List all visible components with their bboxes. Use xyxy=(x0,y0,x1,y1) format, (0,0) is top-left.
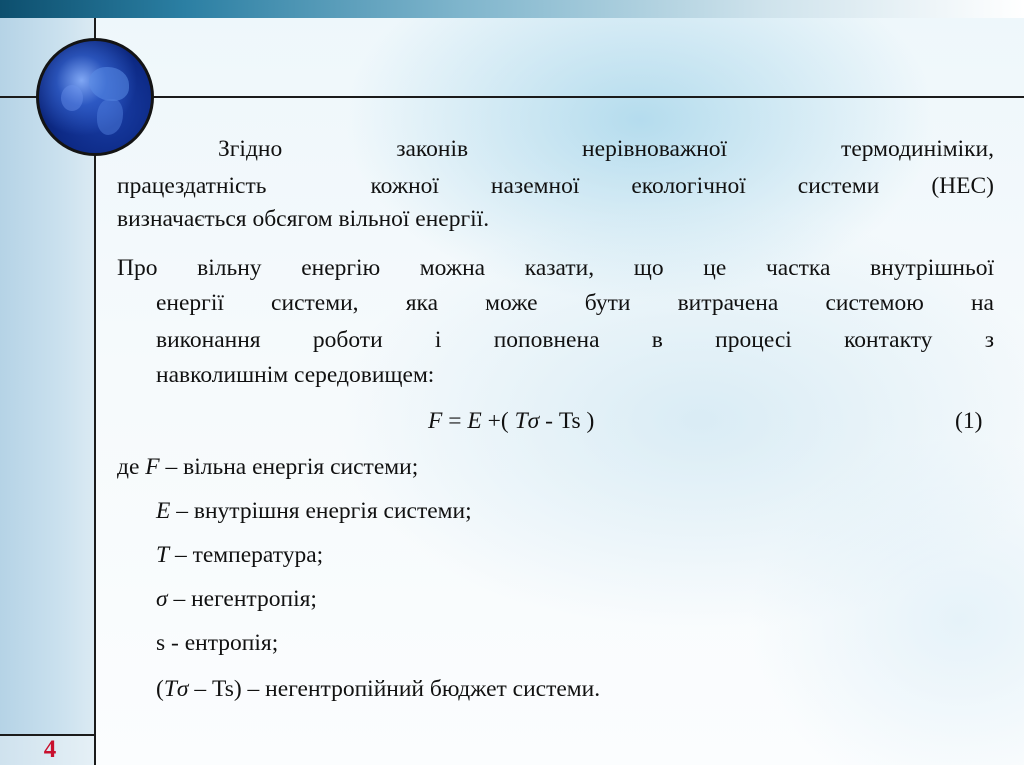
definition-symbol: T xyxy=(156,542,170,568)
paragraph2-line2: енергії системи, яка може бути витрачена системою на xyxy=(156,290,994,316)
definition-text: – вільна енергія системи; xyxy=(159,454,419,480)
definition-open-paren: ( xyxy=(156,676,164,702)
formula-number: (1) xyxy=(955,408,983,434)
globe-landmass xyxy=(89,67,129,101)
formula-rest: - Ts ) xyxy=(539,408,595,434)
definition-symbol: F xyxy=(145,454,160,480)
globe-landmass xyxy=(97,99,123,135)
formula-eq: = xyxy=(442,408,468,434)
formula-E: E xyxy=(467,408,482,434)
formula-Tsigma: Tσ xyxy=(514,408,540,434)
formula-plus-open: +( xyxy=(481,408,515,434)
page-number: 4 xyxy=(43,736,57,763)
definition-text: – Ts) – негентропійний бюджет системи. xyxy=(188,676,601,702)
paragraph1-line3: визначається обсягом вільної енергії. xyxy=(117,206,490,232)
formula-F: F xyxy=(428,408,443,434)
definition-symbol: σ xyxy=(156,586,168,612)
globe-landmass xyxy=(61,85,83,111)
definition-symbol: Tσ xyxy=(163,676,189,702)
paragraph1-line2: працездатність кожної наземної екологічної системи (НЕС) xyxy=(117,173,994,199)
paragraph2-line3: виконання роботи і поповнена в процесі контакту з xyxy=(156,327,994,353)
definition-prefix: де xyxy=(117,454,146,480)
globe-icon xyxy=(36,38,154,156)
paragraph1-line1: Згідно законів нерівноважної термодиніміки, xyxy=(218,136,994,162)
paragraph2-line1: Про вільну енергію можна казати, що це частка внутрішньої xyxy=(117,255,994,281)
definition-T xyxy=(156,539,323,572)
top-decorative-band xyxy=(0,0,1024,18)
definition-text: – температура; xyxy=(169,542,324,568)
definition-text: – внутрішня енергія системи; xyxy=(170,498,472,524)
definition-s xyxy=(156,627,278,660)
definition-sigma xyxy=(156,583,317,616)
definition-text: s - ентропія; xyxy=(156,630,279,656)
definition-text: – негентропія; xyxy=(167,586,317,612)
definition-symbol: E xyxy=(156,498,171,524)
formula xyxy=(428,405,594,438)
paragraph2-line4: навколишнім середовищем: xyxy=(156,362,435,388)
definition-budget xyxy=(156,673,600,706)
definition-E xyxy=(156,495,472,528)
definition-F xyxy=(117,451,418,484)
